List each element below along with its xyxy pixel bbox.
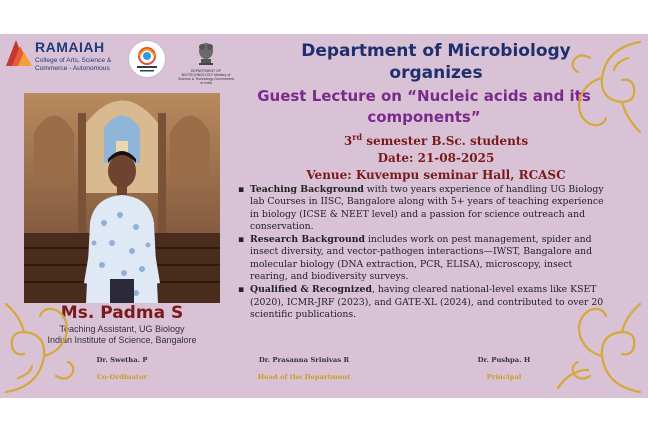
signatory-name: Dr. Swetha. P bbox=[96, 356, 148, 364]
highlight-item bbox=[236, 234, 608, 283]
gold-swirl-top-right-icon bbox=[566, 38, 644, 136]
highlight-text: , having cleared national-level exams like KSET (2020), ICMR-JRF (2023), and GATE-XL (2024), and contributed to over 20 scientific publications. bbox=[250, 284, 604, 320]
college-subtitle: College of Arts, Science & Commerce - Autonomous bbox=[35, 57, 112, 72]
audience-text: semester B.Sc. students bbox=[362, 134, 529, 148]
church-interior-illustration bbox=[24, 93, 220, 303]
audience-ordinal-suffix: rd bbox=[352, 132, 363, 142]
dbt-logo bbox=[176, 39, 236, 85]
bullet-icon: ▪ bbox=[238, 234, 245, 246]
bottom-margin bbox=[0, 398, 648, 432]
highlight-text: includes work on pest management, spider and insect diversity, and vector-pathogen interactions—IWST, Bangalore and molecular biology (DNA extraction, PCR, ELISA), microscopy, insect rearing, and biodiversity surveys. bbox=[250, 234, 593, 283]
highlight-text: with two years experience of handling UG Biology lab Courses in IISC, Bangalore along with 5+ years of teaching experience in biology (ICSE & NEET level) and a passion for science outreach and conservation. bbox=[250, 184, 604, 232]
speaker-role-line1: Teaching Assistant, UG Biology bbox=[59, 324, 185, 334]
speaker-photo bbox=[24, 93, 220, 303]
highlight-heading: Research Background bbox=[250, 234, 365, 246]
signatory-name: Dr. Prasanna Srinivas R bbox=[258, 356, 350, 364]
top-margin bbox=[0, 0, 648, 34]
iic-emblem-icon bbox=[129, 41, 165, 77]
ramaiah-emblem-icon bbox=[4, 38, 34, 68]
highlight-item bbox=[236, 184, 608, 233]
speaker-role-line2: Indian Institute of Science, Bangalore bbox=[47, 335, 197, 345]
audience-ordinal: 3 bbox=[343, 134, 353, 148]
highlight-heading: Teaching Background bbox=[250, 184, 364, 195]
bullet-icon: ▪ bbox=[238, 184, 245, 195]
national-emblem-icon bbox=[176, 39, 236, 69]
dbt-caption: DEPARTMENT OF BIOTECHNOLOGY Ministry of Science & Technology Government of India bbox=[177, 69, 235, 85]
highlight-heading: Qualified & Recognized bbox=[250, 284, 372, 296]
gold-swirl-bottom-right-icon bbox=[548, 300, 644, 396]
ramaiah-logo bbox=[4, 38, 122, 82]
signatory-role: Co-Ordinator bbox=[96, 373, 148, 381]
signatory-hod bbox=[234, 356, 374, 381]
event-date: Date: 21-08-2025 bbox=[377, 151, 495, 165]
department-line1: Department of Microbiology bbox=[301, 41, 571, 61]
speaker-name: Ms. Padma S bbox=[60, 303, 184, 323]
event-venue: Venue: Kuvempu seminar Hall, RCASC bbox=[306, 168, 566, 182]
department-line2: organizes bbox=[389, 63, 483, 83]
gold-swirl-bottom-left-icon bbox=[2, 300, 82, 396]
signatory-name: Dr. Pushpa. H bbox=[477, 356, 531, 364]
lecture-line1: Guest Lecture on “Nucleic acids and its bbox=[257, 87, 591, 105]
bullet-icon: ▪ bbox=[238, 284, 245, 296]
signatory-role: Head of the Department bbox=[257, 373, 351, 381]
college-name: RAMAIAH bbox=[35, 39, 105, 55]
innovation-council-logo bbox=[128, 40, 166, 78]
signatory-role: Principal bbox=[486, 373, 522, 381]
lecture-line2: components” bbox=[367, 108, 481, 126]
